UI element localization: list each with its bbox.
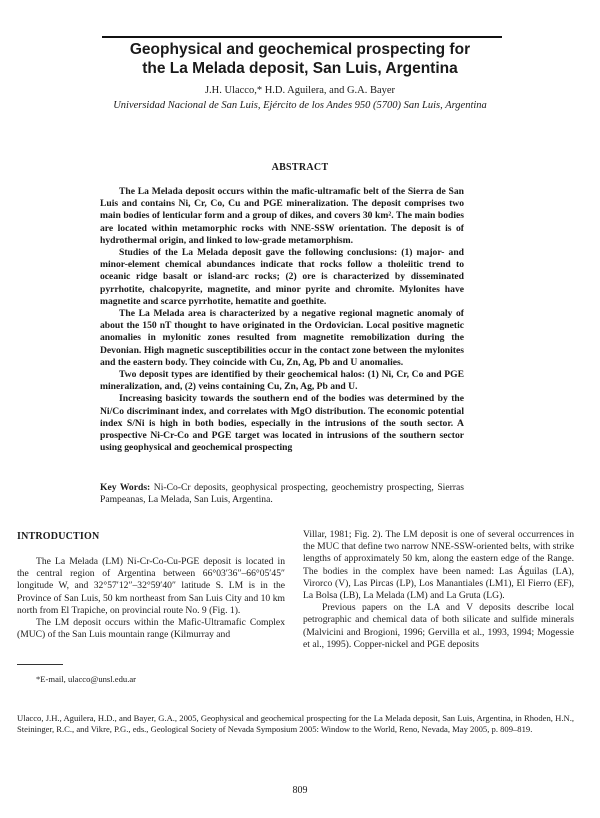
abstract-paragraph: Increasing basicity towards the southern end of the bodies was determined by the Ni/Co discriminant index, and correlates with MgO distribution. The economic potential index S/Ni is high in both bodies, especially in the intrusions of the south sector. A prospective Ni-Cr-Co and PGE target was located in intrusions of the southern sector using geophysical and geochemical prospecting: [100, 393, 464, 454]
intro-paragraph: The La Melada (LM) Ni-Cr-Co-Cu-PGE deposit is located in the central region of Argentina between 66°03′36″–66°05′45″ longitude W, and 32°57′12″–32°59′40″ latitude S. LM is in the Province of San Luis, 50 km northeast from San Luis City and 10 km north from El Trapiche, on provincial route No. 9 (Fig. 1).: [17, 556, 285, 616]
keywords-label: Key Words:: [100, 482, 151, 493]
intro-left-column: [17, 556, 285, 641]
footnote-email: *E-mail, ulacco@unsl.edu.ar: [36, 674, 137, 684]
abstract-paragraph: Two deposit types are identified by their geochemical halos: (1) Ni, Cr, Co and PGE mineralization, and, (2) veins containing Cu, Zn, Ag, Pb and U.: [100, 369, 464, 393]
keywords-text: Ni-Co-Cr deposits, geophysical prospecting, geochemistry prospecting, Sierras Pampeanas, La Melada, San Luis, Argentina.: [100, 482, 464, 506]
intro-right-column: [303, 529, 574, 651]
abstract-paragraph: The La Melada deposit occurs within the mafic-ultramafic belt of the Sierra de San Luis and contains Ni, Cr, Co, Cu and PGE mineralization. The deposit comprises two main bodies of lenticular form and a group of dikes, and covers 30 km². The main bodies are located within metamorphic rocks with NNE-SSW orientation. The deposit is of hydrothermal origin, and linked to low-grade metamorphism.: [100, 186, 464, 246]
intro-paragraph: Villar, 1981; Fig. 2). The LM deposit is one of several occurrences in the MUC that define two narrow NNE-SSW-oriented belts, with strike lengths of approximately 50 km, along the eastern edge of the Range. The bodies in the complex have been named: Las Águilas (LA), Virorco (V), Las Pircas (LP), Los Manantiales (LM1), El Fierro (EF), La Bolsa (LB), La Melada (LM) and La Gruta (LG).: [303, 529, 574, 602]
keywords: [100, 482, 464, 506]
authors: J.H. Ulacco,* H.D. Aguilera, and G.A. Bayer: [204, 85, 396, 96]
section-heading-introduction: INTRODUCTION: [17, 531, 100, 542]
title-top-rule: [102, 36, 502, 38]
footnote-rule: [17, 664, 63, 665]
page-number: 809: [292, 785, 308, 796]
abstract-heading: ABSTRACT: [271, 162, 329, 173]
title-line-1: Geophysical and geochemical prospecting for: [129, 41, 471, 58]
affiliation: Universidad Nacional de San Luis, Ejército de los Andes 950 (5700) San Luis, Argentina: [113, 100, 487, 111]
abstract-paragraph: Studies of the La Melada deposit gave the following conclusions: (1) major- and minor-element chemical abundances indicate that rocks follow a tholeiitic trend to oceanic ridge basalt or island-arc rocks; (2) ore is characterized by disseminated pyrrhotite, chalcopyrite, magnetite, and minor pyrite and chromite. Mylonites have magnetite and scarce pyrrhotite, hematite and goethite.: [100, 247, 464, 307]
paper-title: [60, 40, 540, 78]
abstract-body: [100, 186, 464, 454]
intro-paragraph: The LM deposit occurs within the Mafic-Ultramafic Complex (MUC) of the San Luis mountain range (Kilmurray and: [17, 617, 285, 641]
intro-paragraph: Previous papers on the LA and V deposits describe local petrographic and chemical data of both silicate and sulfide minerals (Malvicini and Brogioni, 1996; Gervilla et al., 1993, 1994; Mogessie et al., 1995). Copper-nickel and PGE deposits: [303, 602, 574, 650]
citation: Ulacco, J.H., Aguilera, H.D., and Bayer, G.A., 2005, Geophysical and geochemical prospecting for the La Melada deposit, San Luis, Argentina, in Rhoden, H.N., Steininger, R.C., and Vikre, P.G., eds., Geological Society of Nevada Symposium 2005: Window to the World, Reno, Nevada, May 2005, p. 809–819.: [17, 713, 574, 734]
title-line-2: the La Melada deposit, San Luis, Argentina: [142, 60, 458, 77]
abstract-paragraph: The La Melada area is characterized by a negative regional magnetic anomaly of about the 150 nT thought to have originated in the Ordovician. Local positive magnetic anomalies in mylonitic zones resulted from magnetite remobilization during the Devonian. High magnetic susceptibilities occur in the contact zone between the mylonites and the eastern body. They coincide with Cu, Zn, Ag, Pb and U anomalies.: [100, 308, 464, 368]
